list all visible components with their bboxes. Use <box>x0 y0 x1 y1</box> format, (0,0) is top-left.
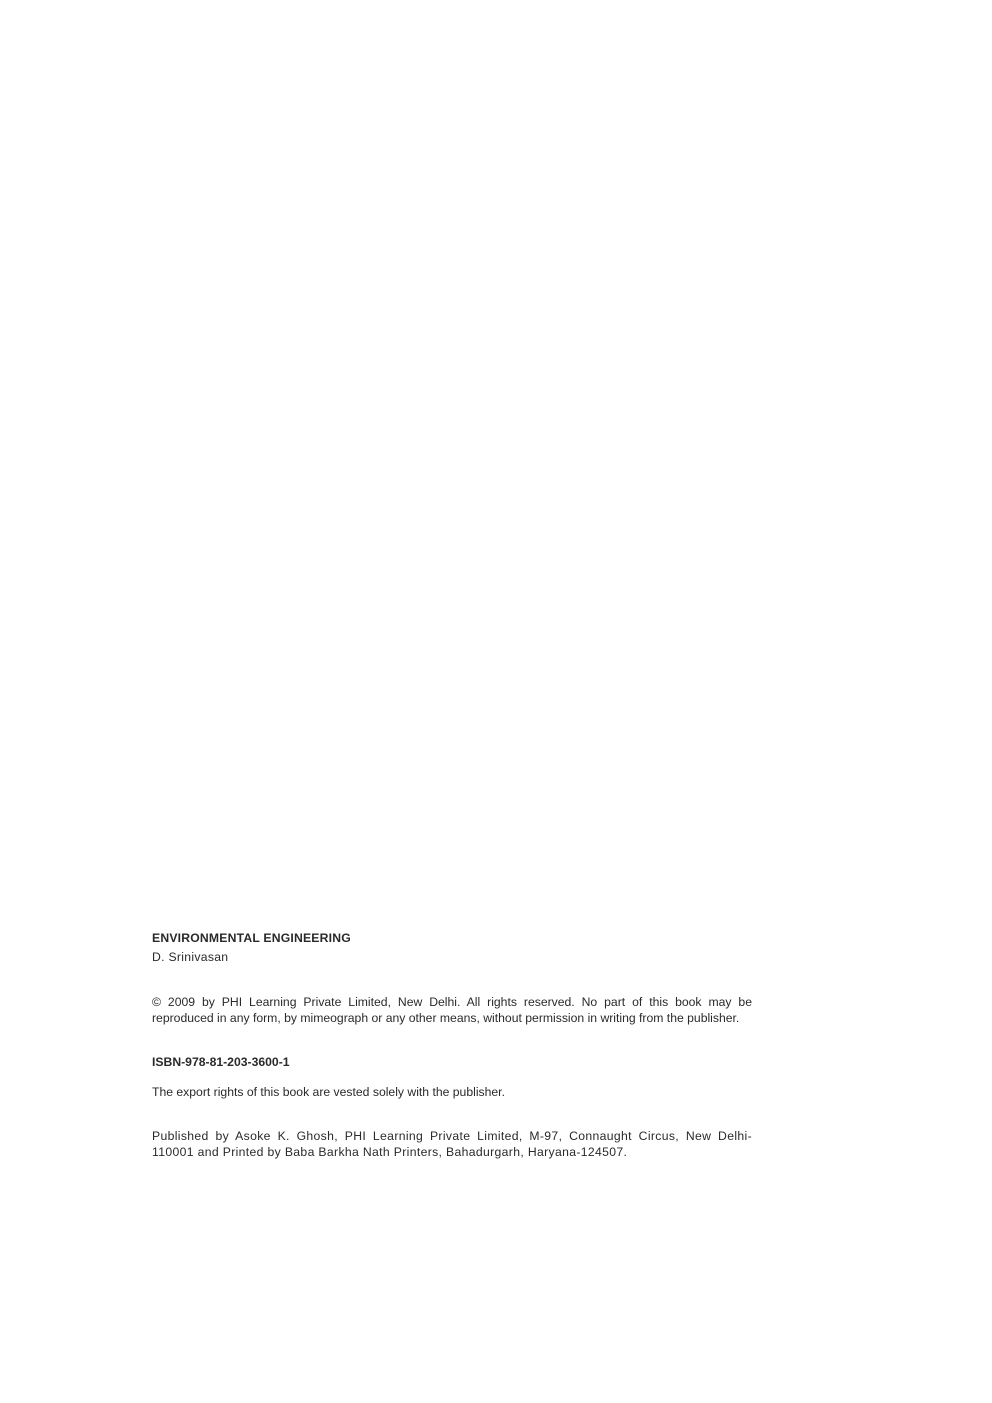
copyright-notice: © 2009 by PHI Learning Private Limited, New Delhi. All rights reserved. No part of this book may be reproduced in any form, by mimeograph or any other means, without permission in writing from the publisher. <box>152 995 752 1025</box>
book-author: D. Srinivasan <box>152 950 229 964</box>
export-rights-statement: The export rights of this book are vested solely with the publisher. <box>152 1085 505 1099</box>
publisher-info: Published by Asoke K. Ghosh, PHI Learning Private Limited, M-97, Connaught Circus, New Delhi-110001 and Printed by Baba Barkha Nath Printers, Bahadurgarh, Haryana-124507. <box>152 1129 752 1159</box>
book-title: ENVIRONMENTAL ENGINEERING <box>152 931 351 945</box>
isbn: ISBN-978-81-203-3600-1 <box>152 1055 290 1069</box>
